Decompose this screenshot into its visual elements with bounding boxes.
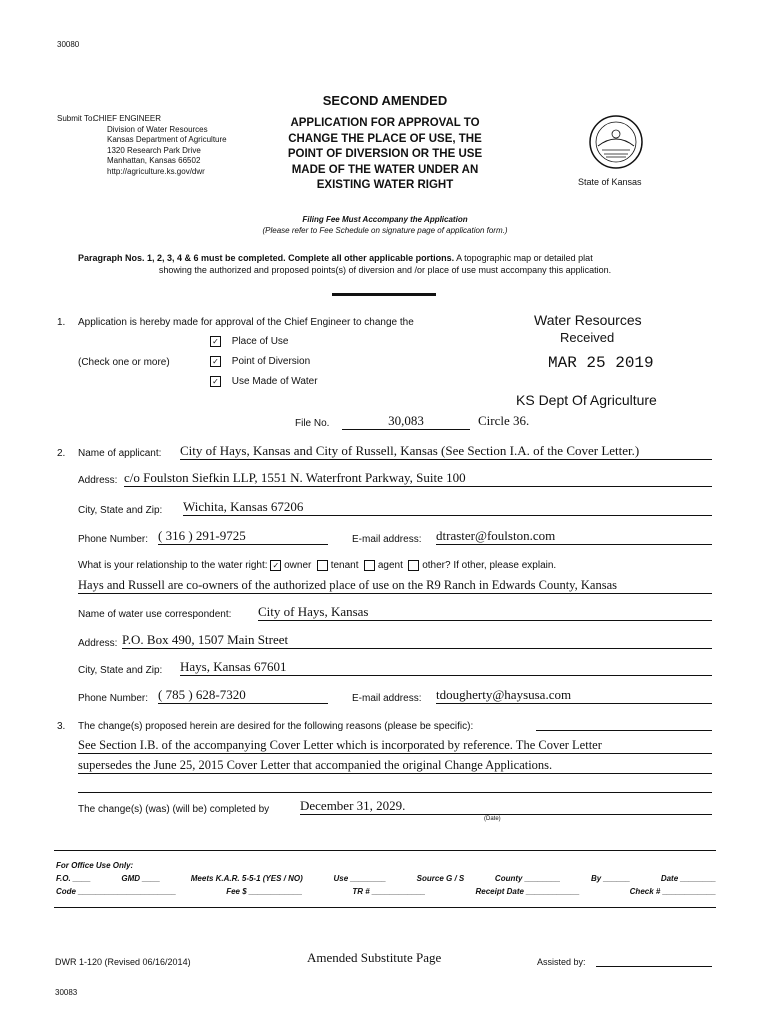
submit-address-block bbox=[93, 114, 227, 177]
option-label: Point of Diversion bbox=[231, 356, 311, 368]
title-line: CHANGE THE PLACE OF USE, THE bbox=[288, 132, 482, 145]
item3-text: The change(s) proposed herein are desired for the following reasons (please be specific): bbox=[78, 721, 474, 732]
file-no-value[interactable]: 30,083 bbox=[342, 413, 470, 430]
office-use-box bbox=[54, 850, 716, 908]
seal-caption: State of Kansas bbox=[578, 177, 642, 187]
office-field: Fee $ ____________ bbox=[226, 887, 303, 896]
submit-line: 1320 Research Park Drive bbox=[107, 145, 201, 155]
relationship-text: What is your relationship to the water right: bbox=[78, 560, 268, 572]
option-use-made-of-water[interactable] bbox=[210, 376, 318, 387]
item3-number: 3. bbox=[57, 721, 66, 732]
title-line: EXISTING WATER RIGHT bbox=[316, 179, 454, 191]
option-place-of-use[interactable] bbox=[210, 336, 288, 347]
assisted-by-line[interactable] bbox=[596, 966, 712, 967]
file-no-label: File No. bbox=[295, 418, 330, 429]
submit-line: http://agriculture.ks.gov/dwr bbox=[107, 166, 205, 176]
office-field: Source G / S bbox=[416, 874, 465, 883]
other-label: other? If other, please explain. bbox=[422, 560, 557, 572]
title-line: APPLICATION FOR APPROVAL TO bbox=[290, 117, 480, 129]
office-field: GMD ____ bbox=[121, 874, 161, 883]
divider-rule bbox=[332, 293, 436, 296]
option-label: Use Made of Water bbox=[231, 376, 318, 388]
assisted-by-label: Assisted by: bbox=[537, 957, 586, 967]
item2-number: 2. bbox=[57, 448, 66, 459]
office-field: By ______ bbox=[590, 874, 631, 883]
option-point-of-diversion[interactable] bbox=[210, 356, 310, 367]
correspondent-label: Name of water use correspondent: bbox=[78, 609, 232, 620]
stamp-water-resources: Water Resources bbox=[534, 312, 642, 328]
email-field[interactable]: dtraster@foulston.com bbox=[436, 528, 712, 545]
phone-label: Phone Number: bbox=[78, 534, 149, 545]
form-title-main: SECOND AMENDED bbox=[322, 93, 448, 108]
amended-substitute-page: Amended Substitute Page bbox=[307, 950, 442, 965]
instructions-rest: A topographic map or detailed plat bbox=[454, 253, 593, 263]
applicant-name-field[interactable]: City of Hays, Kansas and City of Russell, Kansas (See Section I.A. of the Cover Letter.) bbox=[180, 443, 712, 460]
item3-line-inline bbox=[536, 730, 712, 731]
office-row-2 bbox=[56, 887, 716, 896]
office-row-1 bbox=[56, 874, 716, 883]
checkbox-agent[interactable] bbox=[364, 560, 375, 571]
completed-field[interactable]: December 31, 2029. bbox=[300, 798, 712, 815]
corr-email-field[interactable]: tdougherty@haysusa.com bbox=[436, 687, 712, 704]
submit-line: Kansas Department of Agriculture bbox=[107, 135, 227, 144]
checkbox-point-of-diversion[interactable]: ✓ bbox=[210, 356, 221, 367]
submit-to-label: Submit To: bbox=[57, 114, 95, 123]
instructions-bold: Paragraph Nos. 1, 2, 3, 4 & 6 must be completed. Complete all other applicable portions. bbox=[78, 253, 455, 263]
title-line: MADE OF THE WATER UNDER AN bbox=[291, 163, 479, 176]
checkbox-owner[interactable]: ✓ bbox=[270, 560, 281, 571]
address-label: Address: bbox=[78, 475, 118, 486]
phone-field[interactable]: ( 316 ) 291-9725 bbox=[158, 528, 328, 545]
page-id-top: 30080 bbox=[57, 40, 80, 49]
instructions-line-1 bbox=[78, 253, 718, 263]
submit-line: Manhattan, Kansas 66502 bbox=[107, 156, 201, 165]
title-line: POINT OF DIVERSION OR THE USE bbox=[287, 148, 483, 160]
reason-line-2[interactable]: supersedes the June 25, 2015 Cover Letter that accompanied the original Change Applications. bbox=[78, 758, 712, 774]
stamp-received: Received bbox=[560, 330, 615, 345]
item1-text: Application is hereby made for approval of the Chief Engineer to change the bbox=[78, 317, 414, 328]
option-label: Place of Use bbox=[231, 336, 289, 348]
address-field[interactable]: c/o Foulston Siefkin LLP, 1551 N. Waterfront Parkway, Suite 100 bbox=[124, 470, 712, 487]
office-field: TR # ____________ bbox=[352, 887, 426, 896]
office-use-title: For Office Use Only: bbox=[56, 861, 134, 870]
form-title bbox=[250, 116, 520, 194]
checkbox-tenant[interactable] bbox=[317, 560, 328, 571]
submit-line: CHIEF ENGINEER bbox=[93, 114, 162, 123]
corr-phone-field[interactable]: ( 785 ) 628-7320 bbox=[158, 687, 328, 704]
office-field: County ________ bbox=[494, 874, 561, 883]
email-label: E-mail address: bbox=[352, 534, 422, 545]
fee-line-2: (Please refer to Fee Schedule on signature page of application form.) bbox=[262, 226, 508, 235]
checkbox-use-made-of-water[interactable]: ✓ bbox=[210, 376, 221, 387]
city-state-zip-field[interactable]: Wichita, Kansas 67206 bbox=[183, 499, 712, 516]
stamp-dept: KS Dept Of Agriculture bbox=[516, 392, 657, 408]
checkbox-place-of-use[interactable]: ✓ bbox=[210, 336, 221, 347]
stamp-date: MAR 25 2019 bbox=[548, 354, 654, 372]
office-field: Date ________ bbox=[660, 874, 716, 883]
relationship-explanation[interactable]: Hays and Russell are co-owners of the authorized place of use on the R9 Ranch in Edwards County, Kansas bbox=[78, 578, 712, 594]
corr-csz-label: City, State and Zip: bbox=[78, 665, 163, 676]
kansas-seal-icon bbox=[588, 112, 644, 174]
applicant-name-label: Name of applicant: bbox=[78, 448, 162, 459]
fee-line-1: Filing Fee Must Accompany the Application bbox=[302, 215, 468, 224]
instructions-line-2: showing the authorized and proposed points(s) of diversion and /or place of use must accompany this application. bbox=[158, 265, 612, 275]
check-hint: (Check one or more) bbox=[78, 357, 170, 368]
corr-phone-label: Phone Number: bbox=[78, 693, 149, 704]
item1-number: 1. bbox=[57, 317, 66, 328]
date-caption: (Date) bbox=[484, 816, 501, 822]
checkbox-other[interactable] bbox=[408, 560, 419, 571]
reason-line-1[interactable]: See Section I.B. of the accompanying Cover Letter which is incorporated by reference. The Cover Letter bbox=[78, 738, 712, 754]
office-field: Receipt Date ____________ bbox=[475, 887, 580, 896]
office-field: Meets K.A.R. 5-5-1 (YES / NO) bbox=[190, 874, 303, 883]
submit-line: Division of Water Resources bbox=[107, 124, 208, 134]
tenant-label: tenant bbox=[330, 560, 359, 572]
corr-address-field[interactable]: P.O. Box 490, 1507 Main Street bbox=[122, 632, 712, 649]
page-id-bottom: 30083 bbox=[55, 988, 78, 997]
owner-label: owner bbox=[284, 560, 312, 572]
circle-value: Circle 36. bbox=[478, 413, 530, 428]
corr-address-label: Address: bbox=[78, 638, 118, 649]
correspondent-field[interactable]: City of Hays, Kansas bbox=[258, 604, 712, 621]
office-field: Code ______________________ bbox=[56, 887, 177, 896]
completed-label: The change(s) (was) (will be) completed by bbox=[78, 804, 270, 815]
corr-email-label: E-mail address: bbox=[352, 693, 422, 704]
corr-csz-field[interactable]: Hays, Kansas 67601 bbox=[180, 659, 712, 676]
office-field: Use ________ bbox=[333, 874, 386, 883]
relationship-row bbox=[78, 560, 556, 571]
office-field: F.O. ____ bbox=[56, 874, 91, 883]
agent-label: agent bbox=[377, 560, 403, 572]
reason-line-3[interactable] bbox=[78, 792, 712, 793]
office-field: Check # ____________ bbox=[629, 887, 716, 896]
form-id: DWR 1-120 (Revised 06/16/2014) bbox=[55, 957, 191, 967]
city-state-zip-label: City, State and Zip: bbox=[78, 505, 163, 516]
